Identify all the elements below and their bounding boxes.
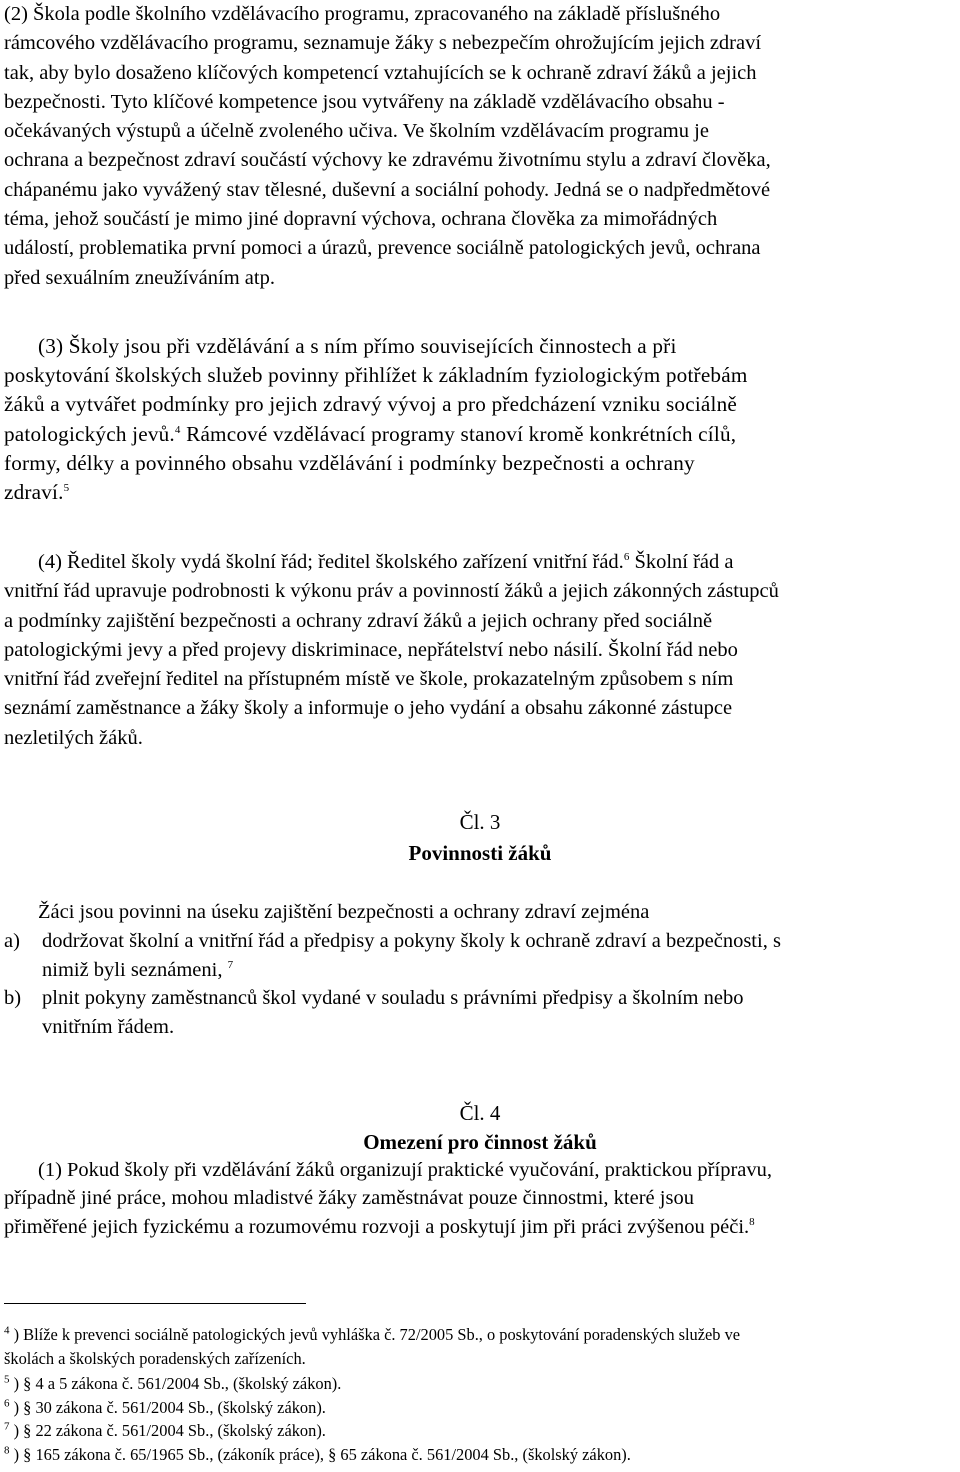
paragraph-line: chápanému jako vyvážený stav tělesné, duševní a sociální pohody. Jedná se o nadpředmětové <box>4 178 771 201</box>
list-item-text <box>42 984 956 1041</box>
paragraph-line: nezletilých žáků. <box>4 726 143 749</box>
list-item-label: b) <box>4 987 22 1009</box>
footnote-ref-4: 4 <box>174 423 181 436</box>
list-item-line: dodržovat školní a vnitřní řád a předpisy a pokyny školy k ochraně zdraví a bezpečnosti, s <box>42 930 781 952</box>
paragraph-line: (3) Školy jsou při vzdělávání a s ním přímo souvisejících činnostech a při <box>38 334 677 358</box>
paragraph-line: patologickými jevy a před projevy diskriminace, nepřátelství nebo násilí. Školní řád nebo <box>4 638 738 661</box>
line-text: (4) Ředitel školy vydá školní řád; ředitel školského zařízení vnitřní řád. <box>38 551 624 573</box>
list-item-line: vnitřním řádem. <box>42 1015 175 1038</box>
line-text: Školní řád a <box>629 551 734 573</box>
paragraph-4 <box>4 548 956 753</box>
footnote-number: 8 <box>4 1444 10 1457</box>
article-3-number: Čl. 3 <box>459 810 501 834</box>
footnote-line: školách a školských poradenských zařízeních. <box>4 1348 306 1368</box>
line-text: přiměřené jejich fyzickému a rozumovému rozvoji a poskytují jim při práci zvýšenou péči. <box>4 1215 750 1238</box>
article-4-paragraph-1 <box>4 1156 956 1241</box>
paragraph-line: před sexuálním zneužíváním atp. <box>4 266 275 289</box>
paragraph-line <box>4 548 956 577</box>
article-4-title: Omezení pro činnost žáků <box>363 1130 597 1154</box>
footnote-7 <box>4 1419 956 1443</box>
footnote-ref-8: 8 <box>749 1215 755 1228</box>
article-3-lead: Žáci jsou povinni na úseku zajištění bezpečnosti a ochrany zdraví zejména <box>38 901 650 923</box>
paragraph-line: případně jiné práce, mohou mladistvé žáky zaměstnávat pouze činnostmi, které jsou <box>4 1187 694 1210</box>
paragraph-line: (1) Pokud školy při vzdělávání žáků organizují praktické vyučování, praktickou přípravu, <box>38 1159 772 1181</box>
footnote-number: 5 <box>4 1373 10 1386</box>
list-item-label: a) <box>4 930 20 952</box>
footnote-8 <box>4 1443 956 1467</box>
paragraph-2 <box>4 0 956 293</box>
paragraph-line: formy, délky a povinného obsahu vzdělávání i podmínky bezpečnosti a ochrany <box>4 450 695 475</box>
paragraph-line: seznámí zaměstnance a žáky školy a informuje o jeho vydání a obsahu zákonné zástupce <box>4 697 733 720</box>
footnote-text: ) § 30 zákona č. 561/2004 Sb., (školský zákon). <box>9 1398 326 1417</box>
footnote-divider <box>4 1303 306 1304</box>
paragraph-line: vnitřní řád zveřejní ředitel na přístupném místě ve škole, prokazatelným způsobem s ním <box>4 668 734 691</box>
line-text: patologických jevů. <box>4 421 175 446</box>
footnote-4 <box>4 1323 956 1370</box>
paragraph-line <box>4 478 956 507</box>
article-4-number: Čl. 4 <box>459 1101 501 1125</box>
article-3-title: Povinnosti žáků <box>408 841 552 865</box>
paragraph-line: vnitřní řád upravuje podrobnosti k výkonu práv a povinností žáků a jejich zákonných zástupců <box>4 580 779 603</box>
footnote-text: ) § 4 a 5 zákona č. 561/2004 Sb., (školský zákon). <box>9 1374 342 1393</box>
paragraph-3 <box>4 332 956 507</box>
line-text: zdraví. <box>4 480 64 505</box>
paragraph-line: rámcového vzdělávacího programu, seznamuje žáky s nebezpečím ohrožujícím jejich zdraví <box>4 32 762 55</box>
list-item-line: plnit pokyny zaměstnanců škol vydané v souladu s právními předpisy a školním nebo <box>42 987 744 1009</box>
footnote-6 <box>4 1396 956 1420</box>
paragraph-line: očekávaných výstupů a účelně zvoleného učiva. Ve školním vzdělávacím programu je <box>4 120 709 143</box>
paragraph-line: tak, aby bylo dosaženo klíčových kompetencí vztahujících se k ochraně zdraví žáků a jejich <box>4 61 757 84</box>
footnote-ref-5: 5 <box>63 481 70 494</box>
footnote-text: ) Blíže k prevenci sociálně patologických jevů vyhláška č. 72/2005 Sb., o poskytování poradenských služeb ve <box>9 1325 741 1344</box>
line-text: Rámcové vzdělávací programy stanoví kromě konkrétních cílů, <box>180 421 737 446</box>
line-text: nimiž byli seznámeni, <box>42 958 223 981</box>
list-item-line <box>42 956 956 985</box>
footnote-ref-6: 6 <box>623 551 630 564</box>
list-item-text <box>42 927 956 984</box>
footnote-text: ) § 22 zákona č. 561/2004 Sb., (školský zákon). <box>9 1421 326 1440</box>
paragraph-line: bezpečnosti. Tyto klíčové kompetence jsou vytvářeny na základě vzdělávacího obsahu - <box>4 90 725 113</box>
footnote-ref-7: 7 <box>227 958 234 971</box>
paragraph-line: žáků a vytvářet podmínky pro jejich zdravý vývoj a pro předcházení vzniku sociálně <box>4 392 737 417</box>
footnote-text: ) § 165 zákona č. 65/1965 Sb., (zákoník práce), § 65 zákona č. 561/2004 Sb., (školský zákon). <box>9 1445 631 1464</box>
footnote-line <box>4 1323 956 1347</box>
footnote-5 <box>4 1372 956 1396</box>
paragraph-line <box>4 1213 956 1241</box>
footnote-number: 4 <box>4 1324 10 1337</box>
paragraph-line: a podmínky zajištění bezpečnosti a ochrany zdraví žáků a jejich ochrany před sociálně <box>4 609 713 632</box>
paragraph-line: poskytování školských služeb povinny přihlížet k základním fyziologickým potřebám <box>4 363 748 388</box>
footnote-number: 6 <box>4 1397 10 1410</box>
paragraph-line: událostí, problematika první pomoci a úrazů, prevence sociálně patologických jevů, ochrana <box>4 237 761 260</box>
paragraph-line: téma, jehož součástí je mimo jiné dopravní výchova, ochrana člověka za mimořádných <box>4 208 718 231</box>
paragraph-line: (2) Škola podle školního vzdělávacího programu, zpracovaného na základě příslušného <box>4 3 721 25</box>
paragraph-line <box>4 420 956 449</box>
paragraph-line: ochrana a bezpečnost zdraví součástí výchovy ke zdravému životnímu stylu a zdraví člověka, <box>4 149 771 172</box>
footnote-number: 7 <box>4 1420 10 1433</box>
